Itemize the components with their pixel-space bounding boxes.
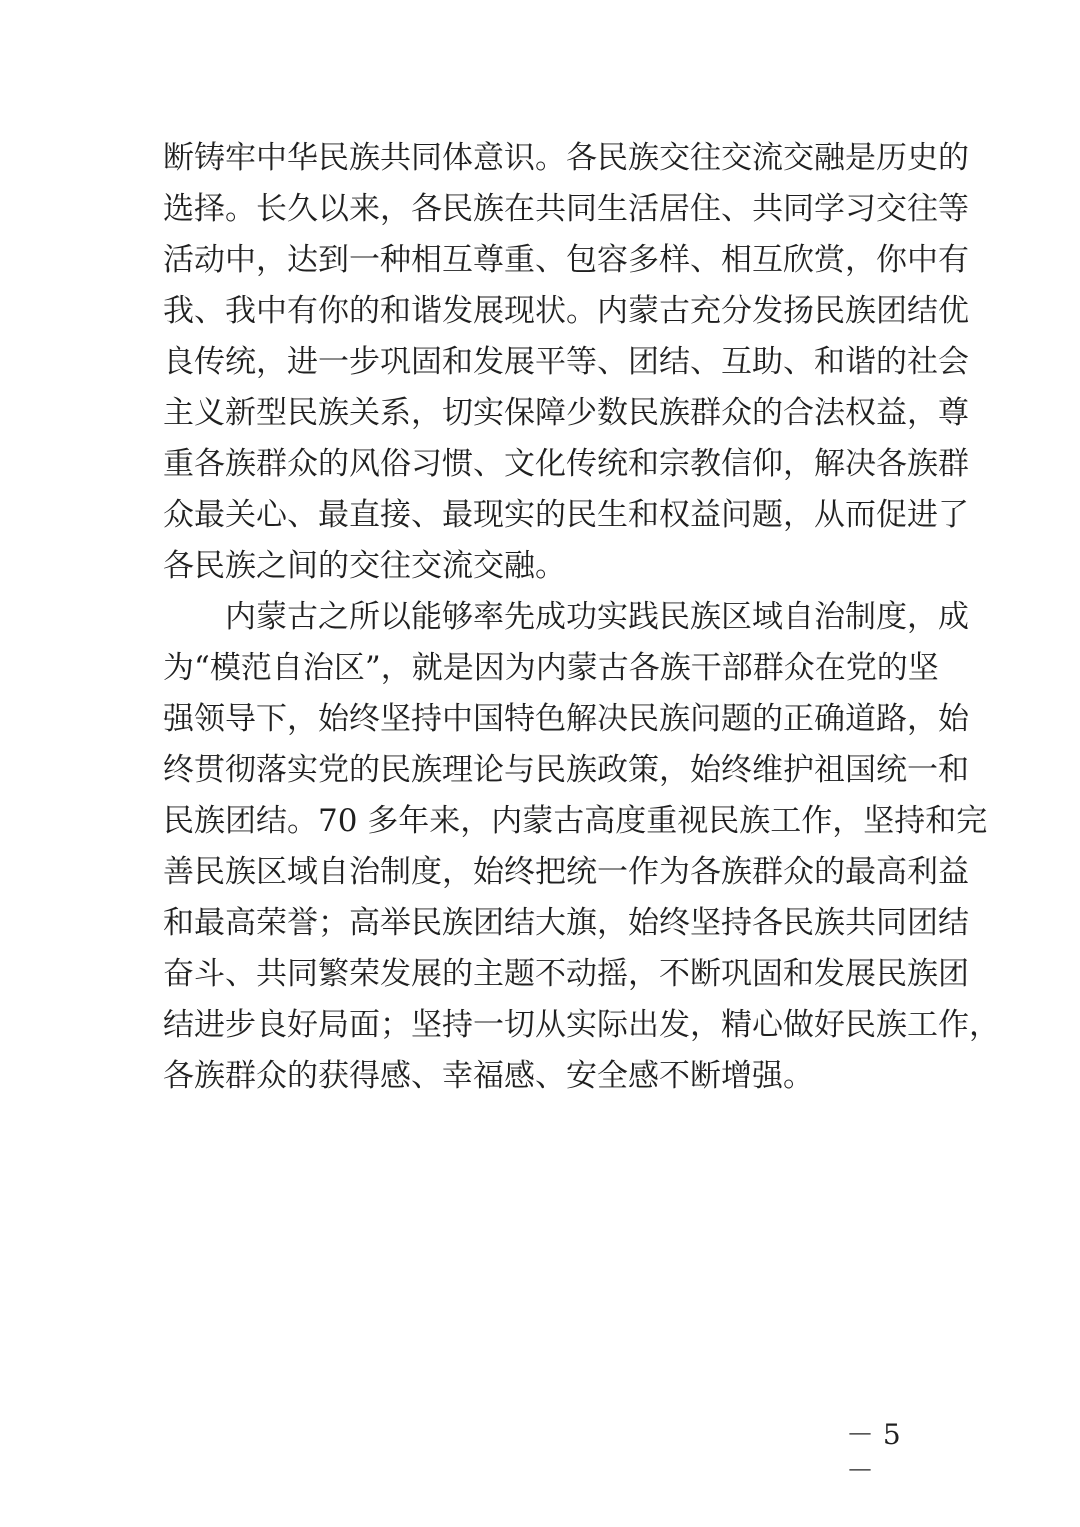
paragraph-2-line-6: 善民族区域自治制度，始终把统一作为各族群众的最高利益 — [163, 854, 969, 890]
paragraph-2-line-3: 强领导下，始终坚持中国特色解决民族问题的正确道路，始 — [163, 701, 969, 737]
paragraph-2-line-9: 结进步良好局面；坚持一切从实际出发，精心做好民族工作， — [163, 1007, 1000, 1043]
paragraph-1-line-6: 主义新型民族关系，切实保障少数民族群众的合法权益，尊 — [163, 395, 969, 431]
paragraph-1-line-8: 众最关心、最直接、最现实的民生和权益问题，从而促进了 — [163, 497, 969, 533]
page-number: － 5 － — [846, 1418, 901, 1487]
paragraph-1-line-3: 活动中，达到一种相互尊重、包容多样、相互欣赏，你中有 — [163, 242, 969, 278]
paragraph-2-line-10: 各族群众的获得感、幸福感、安全感不断增强。 — [163, 1058, 814, 1094]
paragraph-2-line-4: 终贯彻落实党的民族理论与民族政策，始终维护祖国统一和 — [163, 752, 969, 788]
paragraph-2-line-7: 和最高荣誉；高举民族团结大旗，始终坚持各民族共同团结 — [163, 905, 969, 941]
paragraph-1-line-5: 良传统，进一步巩固和发展平等、团结、互助、和谐的社会 — [163, 344, 969, 380]
paragraph-1-line-2: 选择。长久以来，各民族在共同生活居住、共同学习交往等 — [163, 191, 969, 227]
paragraph-2-line-1: 内蒙古之所以能够率先成功实践民族区域自治制度，成 — [225, 599, 969, 635]
paragraph-1-line-7: 重各族群众的风俗习惯、文化传统和宗教信仰，解决各族群 — [163, 446, 969, 482]
paragraph-2-line-8: 奋斗、共同繁荣发展的主题不动摇，不断巩固和发展民族团 — [163, 956, 969, 992]
paragraph-1-line-4: 我、我中有你的和谐发展现状。内蒙古充分发扬民族团结优 — [163, 293, 969, 329]
paragraph-1-line-1: 断铸牢中华民族共同体意识。各民族交往交流交融是历史的 — [163, 140, 969, 176]
paragraph-2-line-5: 民族团结。70 多年来，内蒙古高度重视民族工作，坚持和完 — [163, 803, 988, 839]
paragraph-2-line-2: 为“模范自治区”，就是因为内蒙古各族干部群众在党的坚 — [163, 650, 939, 686]
body-text — [163, 133, 1000, 1102]
paragraph-1-line-9: 各民族之间的交往交流交融。 — [163, 548, 566, 584]
